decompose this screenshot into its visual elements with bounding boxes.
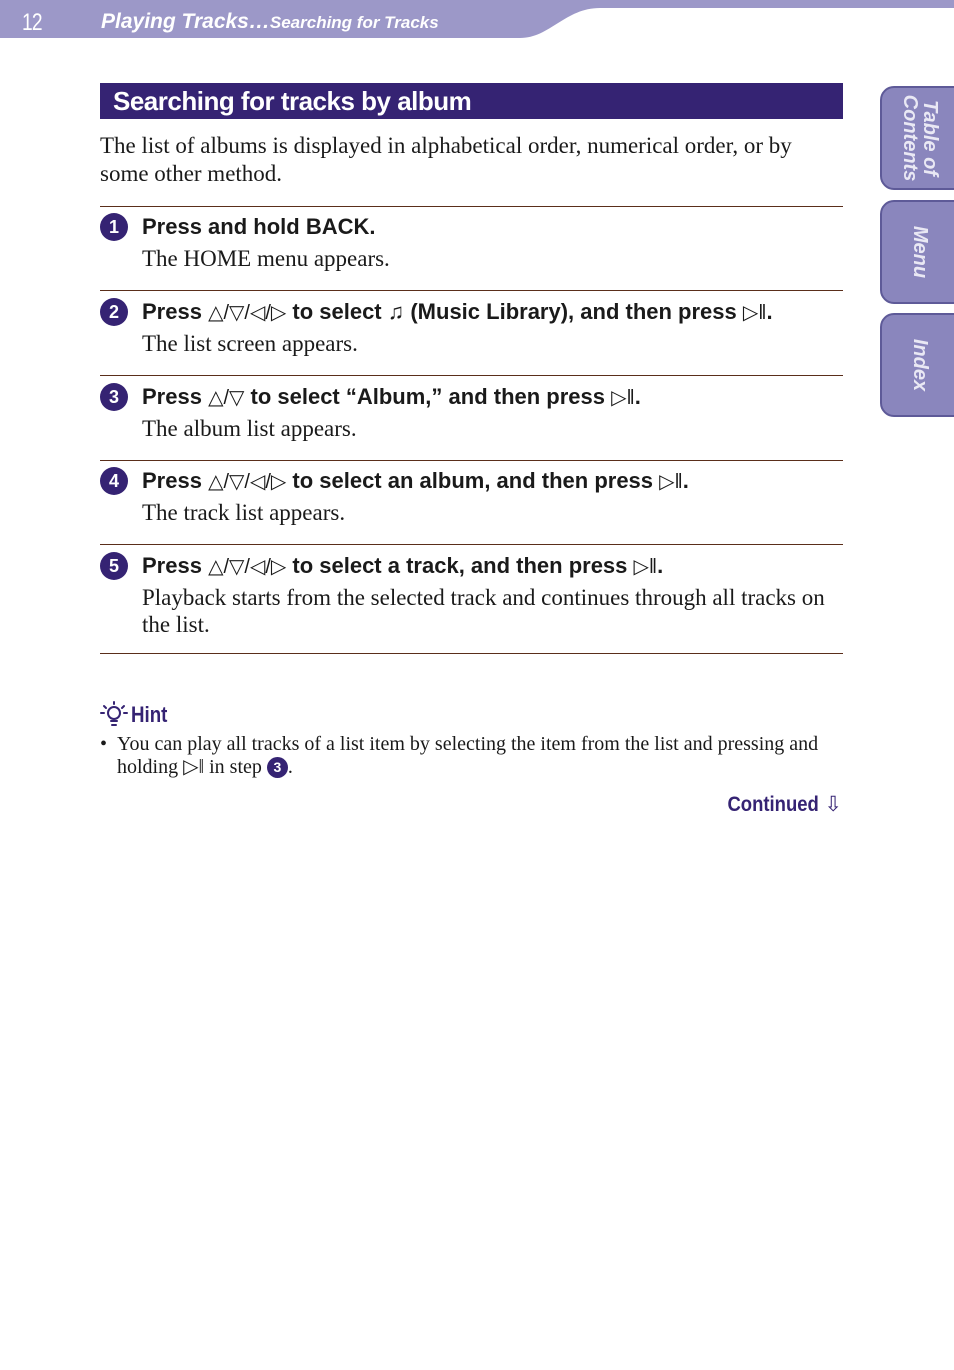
divider xyxy=(100,206,843,207)
direction-buttons-icon: △/▽/◁/▷ xyxy=(208,556,287,578)
tab-index[interactable] xyxy=(880,313,954,417)
step-result: The album list appears. xyxy=(142,416,357,441)
down-arrow-icon: ⇩ xyxy=(824,793,842,816)
instruction-text: Press and hold BACK. xyxy=(142,214,376,239)
intro-paragraph: The list of albums is displayed in alphabetical order, numerical order, or by some other method. xyxy=(100,133,792,186)
direction-buttons-icon: △/▽/◁/▷ xyxy=(208,302,287,324)
step-instruction xyxy=(142,212,375,242)
hint-text-part: You can play all tracks of a list item by selecting the item from the list and pressing and holding xyxy=(117,733,819,778)
hint-label: Hint xyxy=(131,702,168,727)
step-instruction xyxy=(142,297,773,328)
running-title xyxy=(101,10,439,34)
continued-link[interactable] xyxy=(715,792,842,817)
step-instruction xyxy=(142,382,641,413)
instruction-text: to select “Album,” and then press xyxy=(244,384,612,409)
divider xyxy=(100,544,843,545)
instruction-text: . xyxy=(766,299,773,324)
instruction-text: . xyxy=(657,553,664,578)
divider xyxy=(100,290,843,291)
step-result: The track list appears. xyxy=(142,500,346,525)
section-title: Searching for Tracks xyxy=(269,13,439,32)
bullet: • xyxy=(100,733,108,755)
step-ref-badge: 3 xyxy=(267,757,288,778)
instruction-text: Press xyxy=(142,384,209,409)
instruction-text: to select an album, and then press xyxy=(286,468,660,493)
tab-table-of-contents[interactable] xyxy=(880,86,954,190)
hint-text-part: in step xyxy=(204,756,267,778)
play-pause-icon: ▷ǁ xyxy=(611,387,635,409)
step-number: 4 xyxy=(100,467,128,495)
direction-buttons-icon: △/▽/◁/▷ xyxy=(208,471,287,493)
chapter-title: Playing Tracks… xyxy=(101,10,270,33)
instruction-text: to select ♫ (Music Library), and then press xyxy=(286,299,743,324)
tab-label: Table of Contents xyxy=(899,94,941,182)
instruction-text: . xyxy=(682,468,689,493)
step-result: Playback starts from the selected track and continues through all tracks on the list. xyxy=(142,585,825,637)
tab-label: Menu xyxy=(909,225,931,279)
step-number: 3 xyxy=(100,383,128,411)
play-pause-icon: ▷ǁ xyxy=(633,556,658,578)
play-pause-icon: ▷ǁ xyxy=(183,756,205,778)
continued-label: Continued xyxy=(727,793,819,816)
instruction-text: Press xyxy=(142,553,209,578)
step-number: 5 xyxy=(100,552,128,580)
hint-text-part: . xyxy=(287,756,293,778)
step-number: 1 xyxy=(100,213,128,241)
tab-menu[interactable] xyxy=(880,200,954,304)
hint-text xyxy=(117,733,842,779)
play-pause-icon: ▷ǁ xyxy=(742,302,767,324)
step-number: 2 xyxy=(100,298,128,326)
lightbulb-icon xyxy=(100,700,128,730)
page-header xyxy=(0,0,954,42)
tab-label: Index xyxy=(909,338,931,392)
instruction-text: to select a track, and then press xyxy=(286,553,634,578)
instruction-text: . xyxy=(634,384,641,409)
divider xyxy=(100,375,843,376)
step-instruction xyxy=(142,551,663,582)
instruction-text: Press xyxy=(142,468,209,493)
step-instruction xyxy=(142,466,689,497)
section-heading: Searching for tracks by album xyxy=(100,83,843,119)
step-result: The list screen appears. xyxy=(142,331,358,356)
divider xyxy=(100,653,843,654)
step-result: The HOME menu appears. xyxy=(142,246,390,271)
divider xyxy=(100,460,843,461)
instruction-text: Press xyxy=(142,299,209,324)
page-number: 12 xyxy=(22,9,42,36)
play-pause-icon: ▷ǁ xyxy=(659,471,683,493)
direction-buttons-icon: △/▽ xyxy=(208,387,245,409)
